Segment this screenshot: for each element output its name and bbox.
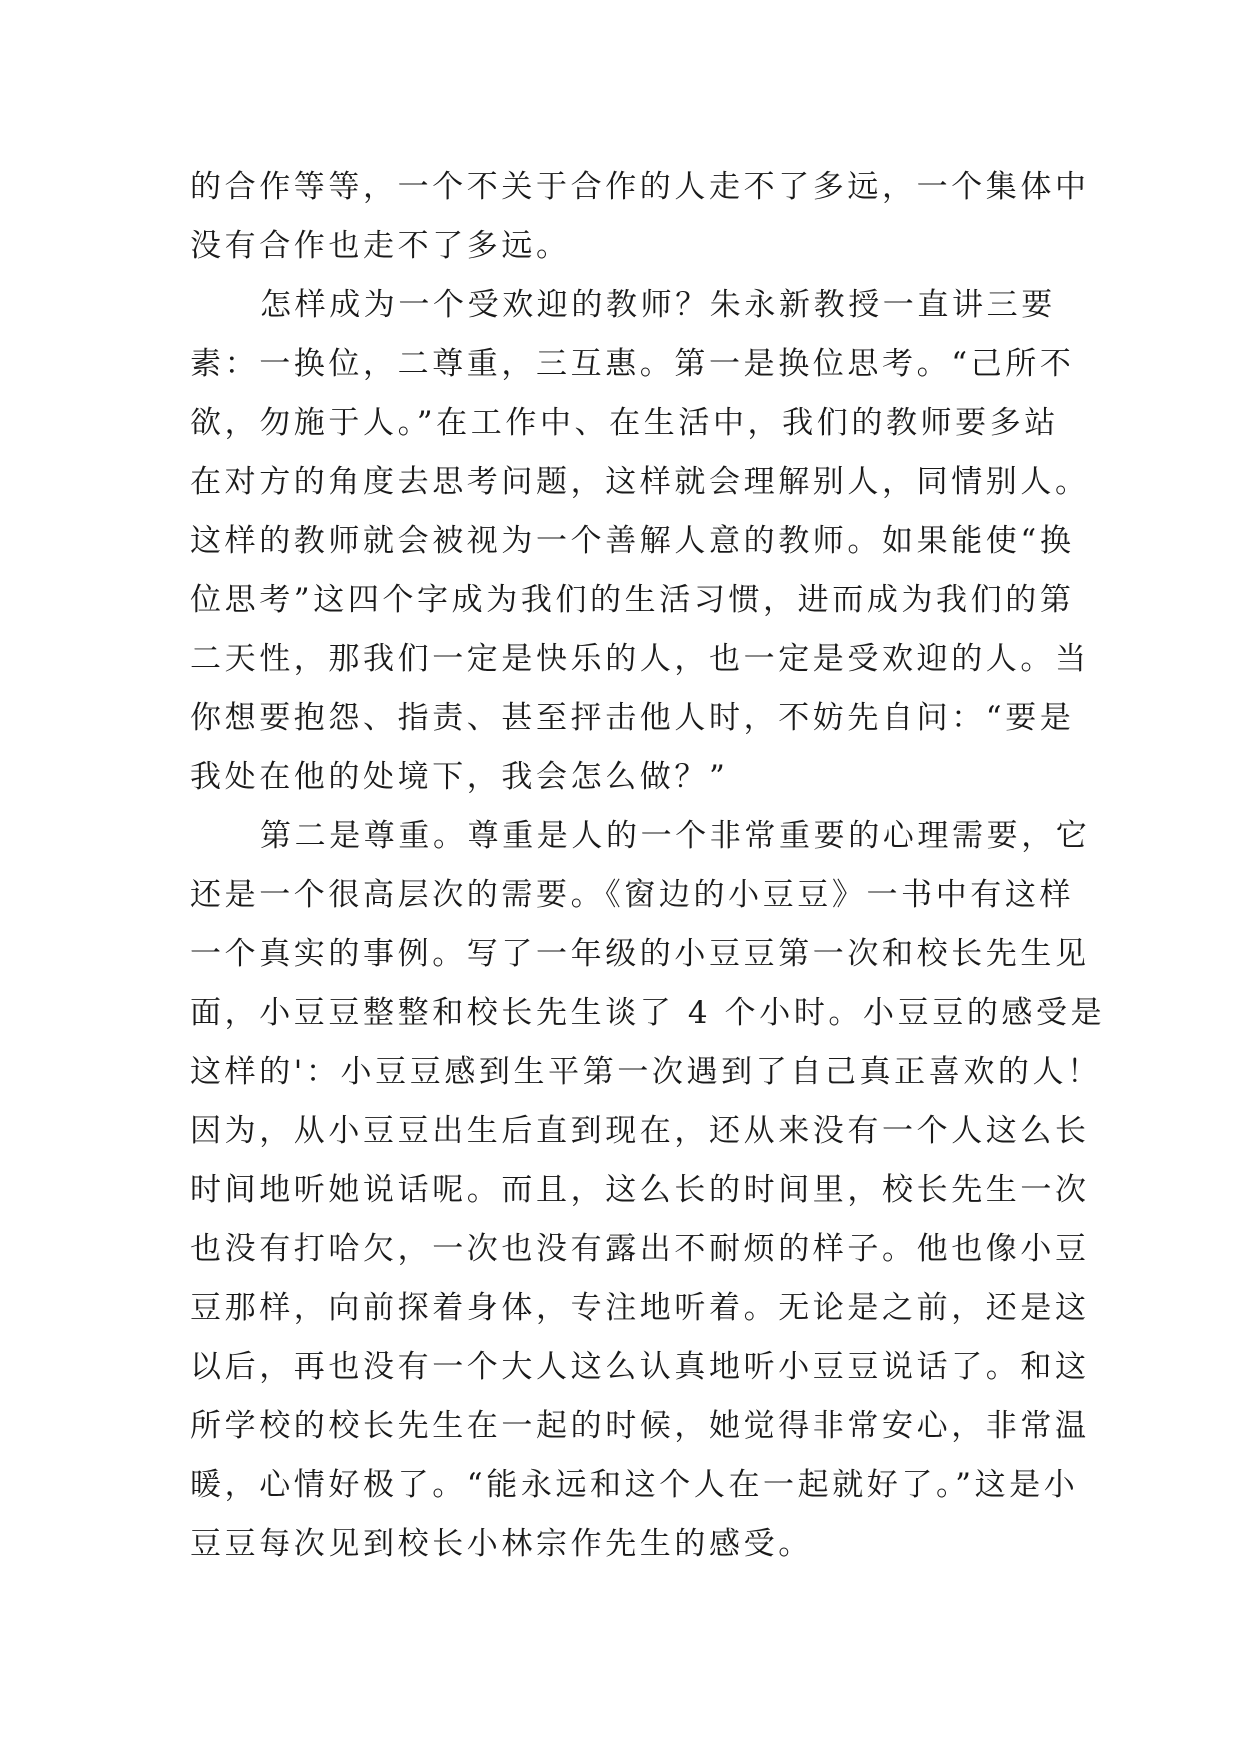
- text-line: 暖，心情好极了。“能永远和这个人在一起就好了。”这是小: [190, 1467, 1079, 1503]
- text-line: 在对方的角度去思考问题，这样就会理解别人，同情别人。: [190, 464, 1090, 500]
- text-line: 时间地听她说话呢。而且，这么长的时间里，校长先生一次: [190, 1172, 1090, 1208]
- text-line: 位思考”这四个字成为我们的生活习惯，进而成为我们的第: [190, 582, 1075, 618]
- text-line: 欲，勿施于人。”在工作中、在生活中，我们的教师要多站: [190, 405, 1059, 441]
- text-line: 没有合作也走不了多远。: [190, 228, 571, 264]
- text-line: 因为，从小豆豆出生后直到现在，还从来没有一个人这么长: [190, 1113, 1090, 1149]
- text-line: 我处在他的处境下，我会怎么做？”: [190, 759, 729, 795]
- text-line: 所学校的校长先生在一起的时候，她觉得非常安心，非常温: [190, 1408, 1090, 1444]
- text-line: 的合作等等，一个不关于合作的人走不了多远，一个集体中: [190, 169, 1090, 205]
- text-line: 二天性，那我们一定是快乐的人，也一定是受欢迎的人。当: [190, 641, 1090, 677]
- text-line: 第二是尊重。尊重是人的一个非常重要的心理需要，它: [260, 818, 1091, 854]
- text-line: 这样的教师就会被视为一个善解人意的教师。如果能使“换: [190, 523, 1075, 559]
- paragraph-respect: [190, 807, 1106, 1574]
- text-line: 豆那样，向前探着身体，专注地听着。无论是之前，还是这: [190, 1290, 1090, 1326]
- text-line: 怎样成为一个受欢迎的教师？朱永新教授一直讲三要: [260, 287, 1056, 323]
- text-line: 素：一换位，二尊重，三互惠。第一是换位思考。“己所不: [190, 346, 1075, 382]
- text-line: 豆豆每次见到校长小林宗作先生的感受。: [190, 1526, 813, 1562]
- text-line: 一个真实的事例。写了一年级的小豆豆第一次和校长先生见: [190, 936, 1090, 972]
- text-line: 面，小豆豆整整和校长先生谈了 4 个小时。小豆豆的感受是: [190, 995, 1106, 1031]
- paragraph-cooperation: [190, 158, 1090, 276]
- text-line: 这样的'：小豆豆感到生平第一次遇到了自己真正喜欢的人！: [190, 1054, 1102, 1090]
- article-body: [190, 158, 1106, 1574]
- paragraph-three-elements: [190, 276, 1090, 807]
- text-line: 还是一个很高层次的需要。《窗边的小豆豆》一书中有这样: [190, 877, 1075, 913]
- text-line: 也没有打哈欠，一次也没有露出不耐烦的样子。他也像小豆: [190, 1231, 1090, 1267]
- text-line: 你想要抱怨、指责、甚至抨击他人时，不妨先自问：“要是: [190, 700, 1075, 736]
- text-line: 以后，再也没有一个大人这么认真地听小豆豆说话了。和这: [190, 1349, 1090, 1385]
